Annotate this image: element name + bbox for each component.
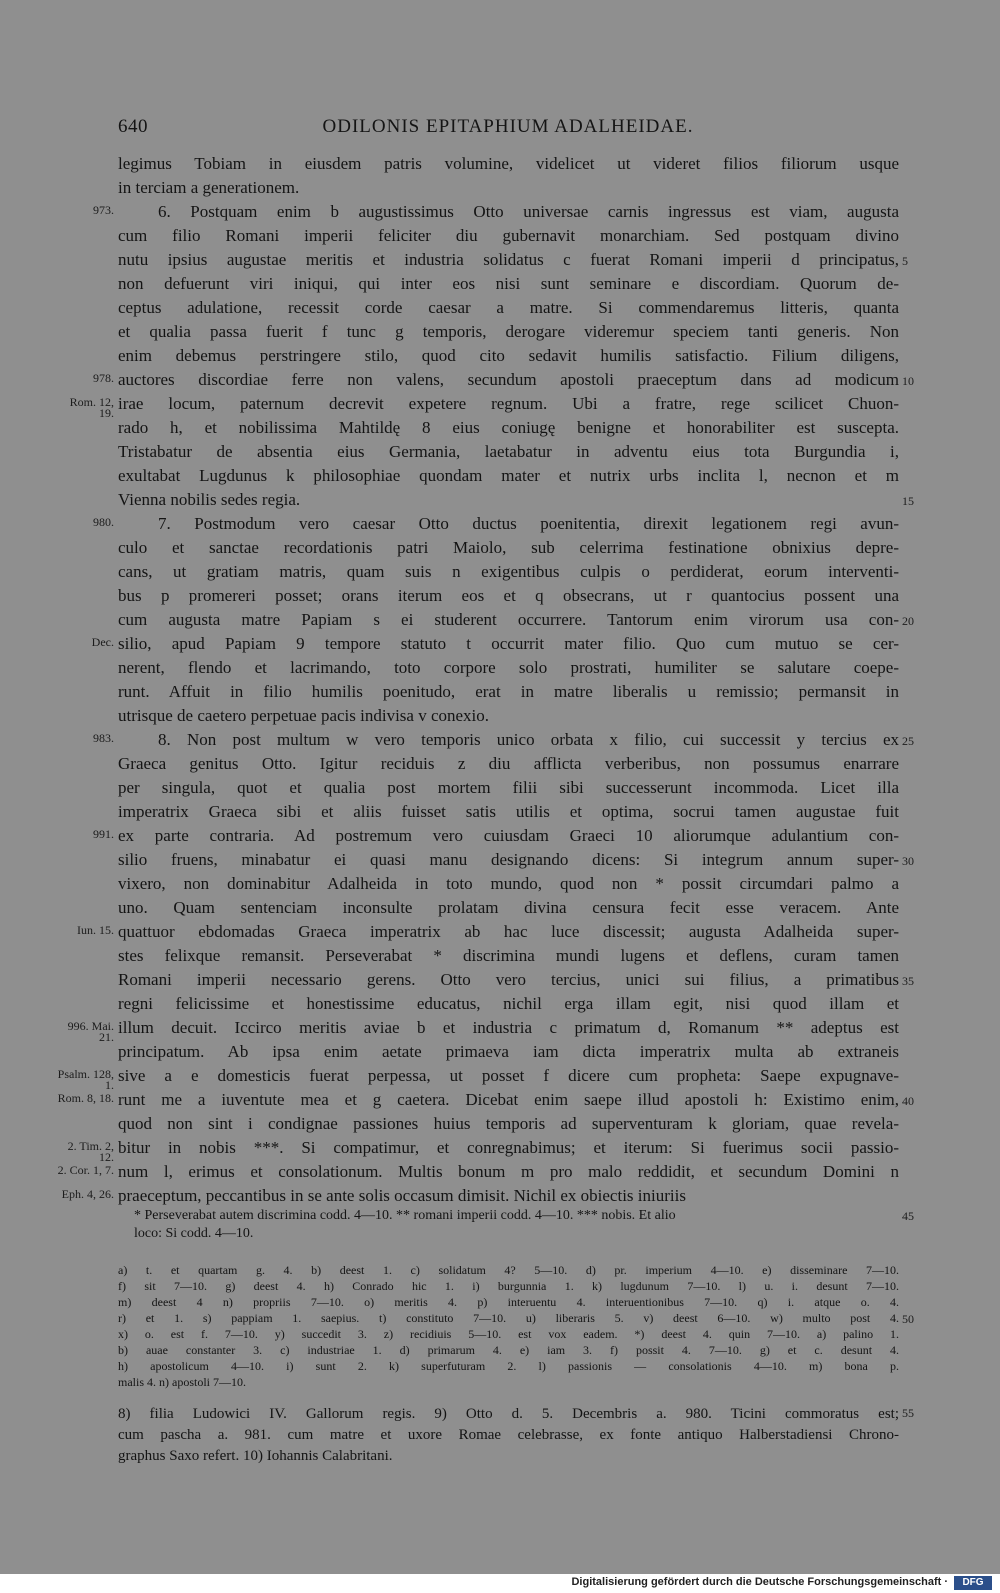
text-line: Graeca genitus Otto. Igitur reciduis z diu afflicta verberibus, non possumus enarrare — [118, 754, 899, 773]
text-line: nerent, flendo et lacrimando, toto corpore solo prostrati, humiliter se salutare coepe- — [118, 658, 899, 677]
text-line: cans, ut gratiam matris, quam suis n exigentibus culpis o perdiderat, eorum interventi- — [118, 562, 899, 581]
text-line: silio fruens, minabatur ei quasi manu designando dicens: Si integrum annum super- — [118, 850, 899, 869]
text-line: 8. Non post multum w vero temporis unico orbata x filio, cui successit y tercius ex — [158, 730, 899, 749]
apparatus-line: f) sit 7—10. g) deest 4. h) Conrado hic 1. i) burgunnia 1. k) lugdunum 7—10. l) u. i. desunt 7—10. — [118, 1279, 899, 1293]
dfg-logo: DFG — [954, 1576, 992, 1590]
line-number: 50 — [902, 1312, 914, 1326]
text-line: sive a e domesticis fuerat perpessa, ut posset f dicere cum propheta: Saepe expugnave- — [118, 1066, 899, 1085]
star-footnote-line: loco: Si codd. 4—10. — [134, 1226, 254, 1241]
apparatus-line: a) t. et quartam g. 4. b) deest 1. c) solidatum 4? 5—10. d) pr. imperium 4—10. e) disseminare 7—10. — [118, 1263, 899, 1277]
line-number: 45 — [902, 1209, 914, 1223]
digitization-credit: Digitalisierung gefördert durch die Deutsche Forschungsgemeinschaft · — [571, 1576, 948, 1588]
text-line: culo et sanctae recordationis patri Maiolo, sub celerrima festinatione obnixius depre- — [118, 538, 899, 557]
apparatus-line: h) apostolicum 4—10. i) sunt 2. k) superfuturam 2. l) passionis — consolationis 4—10. m) bona p. — [118, 1359, 899, 1373]
margin-note: Psalm. 128, 1. — [57, 1067, 114, 1092]
historical-note-line: cum pascha a. 981. cum matre et uxore Romae celebrasse, ex fonte antiquo Halberstadiensi Chrono- — [118, 1427, 899, 1443]
text-line: Tristabatur de absentia eius Germania, laetabatur in adventu eius tota Burgundia i, — [118, 442, 899, 461]
text-line: in terciam a generationem. — [118, 178, 300, 197]
apparatus-line: malis 4. n) apostoli 7—10. — [118, 1375, 246, 1389]
line-number: 30 — [902, 854, 914, 868]
text-line: vixero, non dominabitur Adalheida in toto mundo, quod non * possit circumdari palmo a — [118, 874, 899, 893]
historical-note-line: 8) filia Ludowici IV. Gallorum regis. 9) Otto d. 5. Decembris a. 980. Ticini commoratus est; — [118, 1406, 899, 1422]
text-line: rado h, et nobilissima Mahtildę 8 eius coniugę benigne et honorabiliter est suscepta. — [118, 418, 899, 437]
margin-note: 980. — [93, 515, 114, 529]
margin-note: Rom. 8, 18. — [57, 1091, 114, 1105]
footer-bar — [0, 1574, 1000, 1593]
text-line: legimus Tobiam in eiusdem patris volumine, videlicet ut videret filios filiorum usque — [118, 154, 899, 173]
text-line: bus p promereri posset; orans iterum eos et q obsecrans, ut r quantocius possent una — [118, 586, 899, 605]
line-number: 20 — [902, 614, 914, 628]
text-line: cum augusta matre Papiam s ei studerent occurrere. Tantorum enim virorum usa con- — [118, 610, 899, 629]
text-line: ceptus adulatione, recessit corde caesar a matre. Si commendaremus litteris, quanta — [118, 298, 899, 317]
line-number: 25 — [902, 734, 914, 748]
text-line: silio, apud Papiam 9 tempore statuto t occurrit mater filio. Quo cum mutuo se cer- — [118, 634, 899, 653]
text-line: Romani imperii necessario gerens. Otto vero tercius, unici sui filius, a primatibus — [118, 970, 899, 989]
margin-note: 973. — [93, 203, 114, 217]
text-line: utrisque de caetero perpetuae pacis indivisa v conexio. — [118, 706, 490, 725]
text-line: runt. Affuit in filio humilis poenitudo, erat in matre liberalis u remissio; permansit in — [118, 682, 899, 701]
text-line: 7. Postmodum vero caesar Otto ductus poenitentia, direxit legationem regi avun- — [158, 514, 899, 533]
text-line: et qualia passa fuerit f tunc g temporis, derogare videremur speciem tanti generis. Non — [118, 322, 899, 341]
text-line: regni felicissime et honestissime educatus, nichil erga illam egit, nisi quod illam et — [118, 994, 899, 1013]
star-footnote-line: * Perseverabat autem discrimina codd. 4—10. ** romani imperii codd. 4—10. *** nobis. Et alio — [134, 1208, 676, 1223]
text-line: per singula, quot et qualia post mortem filii sibi successerunt incommoda. Licet illa — [118, 778, 899, 797]
line-number: 10 — [902, 374, 914, 388]
text-line: bitur in nobis ***. Si compatimur, et conregnabimus; et iterum: Si fuerimus socii passio- — [118, 1138, 899, 1157]
apparatus-line: b) auae constanter 3. c) industriae 1. d) primarum 4. e) iam 3. f) possit 4. 7—10. g) et c. desunt 4. — [118, 1343, 899, 1357]
text-line: irae locum, paternum decrevit expetere regnum. Ubi a fratre, rege scilicet Chuon- — [118, 394, 899, 413]
margin-note: 978. — [93, 371, 114, 385]
margin-note: 983. — [93, 731, 114, 745]
text-line: uno. Quam sentenciam inconsulte prolatam divina censura fecit esse veracem. Ante — [118, 898, 899, 917]
text-line: enim debemus perstringere stilo, quod cito sedavit humilis satisfactio. Filium diligens, — [118, 346, 899, 365]
margin-note: Iun. 15. — [77, 923, 114, 937]
margin-note: 2. Tim. 2, 12. — [67, 1139, 114, 1164]
line-number: 40 — [902, 1094, 914, 1108]
text-line: non defuerunt viri iniqui, qui inter eos nisi sunt seminare e discordiam. Quorum de- — [118, 274, 899, 293]
text-line: num l, erimus et consolationum. Multis bonum m pro malo reddidit, et secundum Domini n — [118, 1162, 899, 1181]
text-line: runt me a iuventute mea et g caetera. Dicebat enim saepe illud apostoli h: Existimo enim, — [118, 1090, 899, 1109]
margin-note: 2. Cor. 1, 7. — [57, 1163, 114, 1177]
margin-note: 996. Mai. 21. — [67, 1019, 114, 1044]
text-line: praeceptum, peccantibus in se ante solis occasum dimisit. Nichil ex obiectis iniuriis — [118, 1186, 686, 1205]
apparatus-line: r) et 1. s) pappiam 1. saepius. t) constituto 7—10. u) liberaris 5. v) deest 6—10. w) multo post 4. — [118, 1311, 899, 1325]
line-number: 15 — [902, 494, 914, 508]
text-line: Vienna nobilis sedes regia. — [118, 490, 301, 509]
text-line: quod non sint i condignae passiones huius temporis ad superventuram k gloriam, quae revela- — [118, 1114, 899, 1133]
text-line: imperatrix Graeca sibi et aliis fuisset satis utilis et optima, socrui tamen augustae fuit — [118, 802, 899, 821]
text-line: ex parte contraria. Ad postremum vero cuiusdam Graeci 10 aliorumque adulantium con- — [118, 826, 899, 845]
text-line: exultabat Lugdunus k philosophiae quondam mater et nutrix urbs inclita l, necnon et m — [118, 466, 899, 485]
margin-note: Dec. — [91, 635, 114, 649]
historical-note-line: graphus Saxo refert. 10) Iohannis Calabritani. — [118, 1448, 393, 1464]
margin-note: Eph. 4, 26. — [61, 1187, 114, 1201]
line-number: 55 — [902, 1406, 914, 1420]
text-line: cum filio Romani imperii feliciter diu gubernavit monarchiam. Sed postquam divino — [118, 226, 899, 245]
apparatus-line: m) deest 4 n) propriis 7—10. o) meritis 4. p) interuentu 4. interuentionibus 7—10. q) i. atque o. 4. — [118, 1295, 899, 1309]
margin-note: 991. — [93, 827, 114, 841]
line-number: 5 — [902, 254, 908, 268]
page-header — [118, 116, 898, 142]
text-line: 6. Postquam enim b augustissimus Otto universae carnis ingressus est viam, augusta — [158, 202, 899, 221]
line-number: 35 — [902, 974, 914, 988]
text-line: stes felixque remansit. Perseverabat * discrimina mundi lugens et deflens, curam tamen — [118, 946, 899, 965]
text-line: illum decuit. Iccirco meritis aviae b et industria c primatum d, Romanum ** adeptus est — [118, 1018, 899, 1037]
running-title: ODILONIS EPITAPHIUM ADALHEIDAE. — [322, 116, 694, 137]
apparatus-line: x) o. est f. 7—10. y) succedit 3. z) recidiuis 5—10. est vox eadem. *) deest 4. quin 7—10. a) palino 1. — [118, 1327, 899, 1341]
page-number: 640 — [118, 116, 148, 137]
text-line: principatum. Ab ipsa enim aetate primaeva iam dicta imperatrix multa ab extraneis — [118, 1042, 899, 1061]
text-line: nutu ipsius augustae meritis et industria solidatus c fuerat Romani imperii d principatus, — [118, 250, 899, 269]
text-line: auctores discordiae ferre non valens, secundum apostoli praeceptum dans ad modicum — [118, 370, 899, 389]
margin-note: Rom. 12, 19. — [69, 395, 114, 420]
text-line: quattuor ebdomadas Graeca imperatrix ab hac luce discessit; augusta Adalheida super- — [118, 922, 899, 941]
